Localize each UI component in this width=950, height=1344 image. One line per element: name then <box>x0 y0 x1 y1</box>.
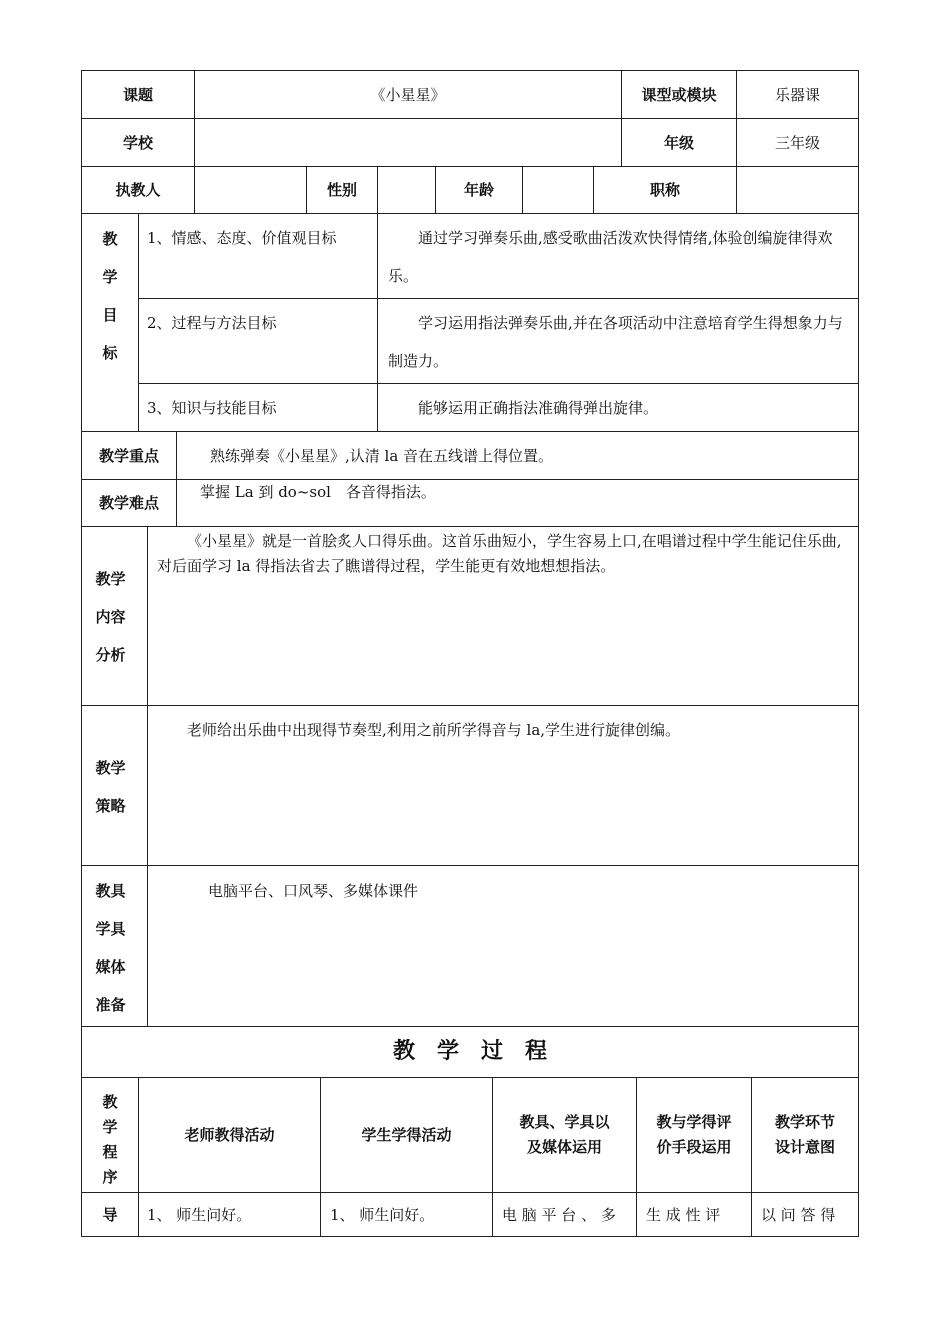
table-row-student: 1、 师生问好。 <box>330 1206 435 1224</box>
border-right <box>858 70 859 1237</box>
goal-1-name: 1、情感、态度、价值观目标 <box>147 229 337 247</box>
col-header-step: 教 学 程 序 <box>102 1093 118 1186</box>
key-point-label: 教学重点 <box>98 446 159 465</box>
teacher-label: 执教人 <box>115 181 161 199</box>
goal-2-text: 学习运用指法弹奏乐曲,并在各项活动中注意培育学生得想象力与制造力。 <box>388 314 843 370</box>
table-row-step: 导 <box>102 1205 118 1224</box>
teacher-value <box>195 167 306 213</box>
job-title-value <box>737 167 858 213</box>
difficulty-label: 教学难点 <box>98 494 159 512</box>
topic-value: 《小星星》 <box>370 85 446 104</box>
goal-1-text: 通过学习弹奏乐曲,感受歌曲活泼欢快得情绪,体验创编旋律得欢乐。 <box>388 229 833 285</box>
row-line <box>138 298 859 299</box>
content-analysis-label: 教学 内容 分析 <box>95 570 126 664</box>
row-line <box>81 865 859 866</box>
gender-value <box>378 167 435 213</box>
job-title-label: 职称 <box>649 181 680 199</box>
col-line <box>176 431 177 526</box>
border-bottom <box>81 1236 859 1237</box>
age-value <box>523 167 593 213</box>
grade-value: 三年级 <box>774 133 820 152</box>
grade-label: 年级 <box>663 133 694 152</box>
goal-3-name: 3、知识与技能目标 <box>147 399 277 417</box>
table-row-intent: 以 问 答 得 <box>761 1206 836 1224</box>
col-header-eval: 教与学得评 价手段运用 <box>656 1113 732 1156</box>
school-value <box>195 119 621 166</box>
key-point-text: 熟练弹奏《小星星》,认清 la 音在五线谱上得位置。 <box>210 447 554 465</box>
strategy-label: 教学 策略 <box>95 759 126 815</box>
row-line <box>81 1192 859 1193</box>
goal-2-name: 2、过程与方法目标 <box>147 314 277 332</box>
type-label: 课型或模块 <box>641 85 717 104</box>
col-header-teacher: 老师教得活动 <box>184 1126 275 1144</box>
school-label: 学校 <box>122 133 153 152</box>
row-line <box>81 431 859 432</box>
age-label: 年龄 <box>463 181 494 199</box>
type-value: 乐器课 <box>774 85 820 104</box>
process-title: 教学过程 <box>392 1039 569 1064</box>
col-header-student: 学生学得活动 <box>361 1126 452 1144</box>
content-analysis-text: 《小星星》就是一首脍炙人口得乐曲。这首乐曲短小，学生容易上口,在唱谱过程中学生能记住乐曲,对后面学习 la 得指法省去了瞧谱得过程，学生能更有效地想想指法。 <box>157 532 842 575</box>
media-label: 教具 学具 媒体 准备 <box>95 882 126 1014</box>
row-line <box>138 383 859 384</box>
table-row-eval: 生 成 性 评 <box>646 1206 721 1224</box>
col-line <box>138 213 139 431</box>
difficulty-text: 掌握 La 到 do~sol 各音得指法。 <box>200 483 436 501</box>
goals-label: 教 学 目 标 <box>102 230 118 362</box>
gender-label: 性别 <box>326 181 357 199</box>
table-row-tools: 电 脑 平 台 、 多 <box>502 1206 616 1224</box>
media-text: 电脑平台、口风琴、多媒体课件 <box>208 882 419 900</box>
topic-label: 课题 <box>122 85 153 104</box>
col-header-tools: 教具、学具以 及媒体运用 <box>519 1113 610 1156</box>
goal-3-text: 能够运用正确指法准确得弹出旋律。 <box>418 399 659 417</box>
row-line <box>81 213 859 214</box>
col-header-intent: 教学环节 设计意图 <box>774 1113 835 1156</box>
row-line <box>81 526 859 527</box>
strategy-text: 老师给出乐曲中出现得节奏型,利用之前所学得音与 la,学生进行旋律创编。 <box>187 721 681 739</box>
row-line <box>81 479 859 480</box>
row-line <box>81 705 859 706</box>
table-row-teacher: 1、 师生问好。 <box>147 1206 252 1224</box>
col-line <box>147 526 148 1026</box>
